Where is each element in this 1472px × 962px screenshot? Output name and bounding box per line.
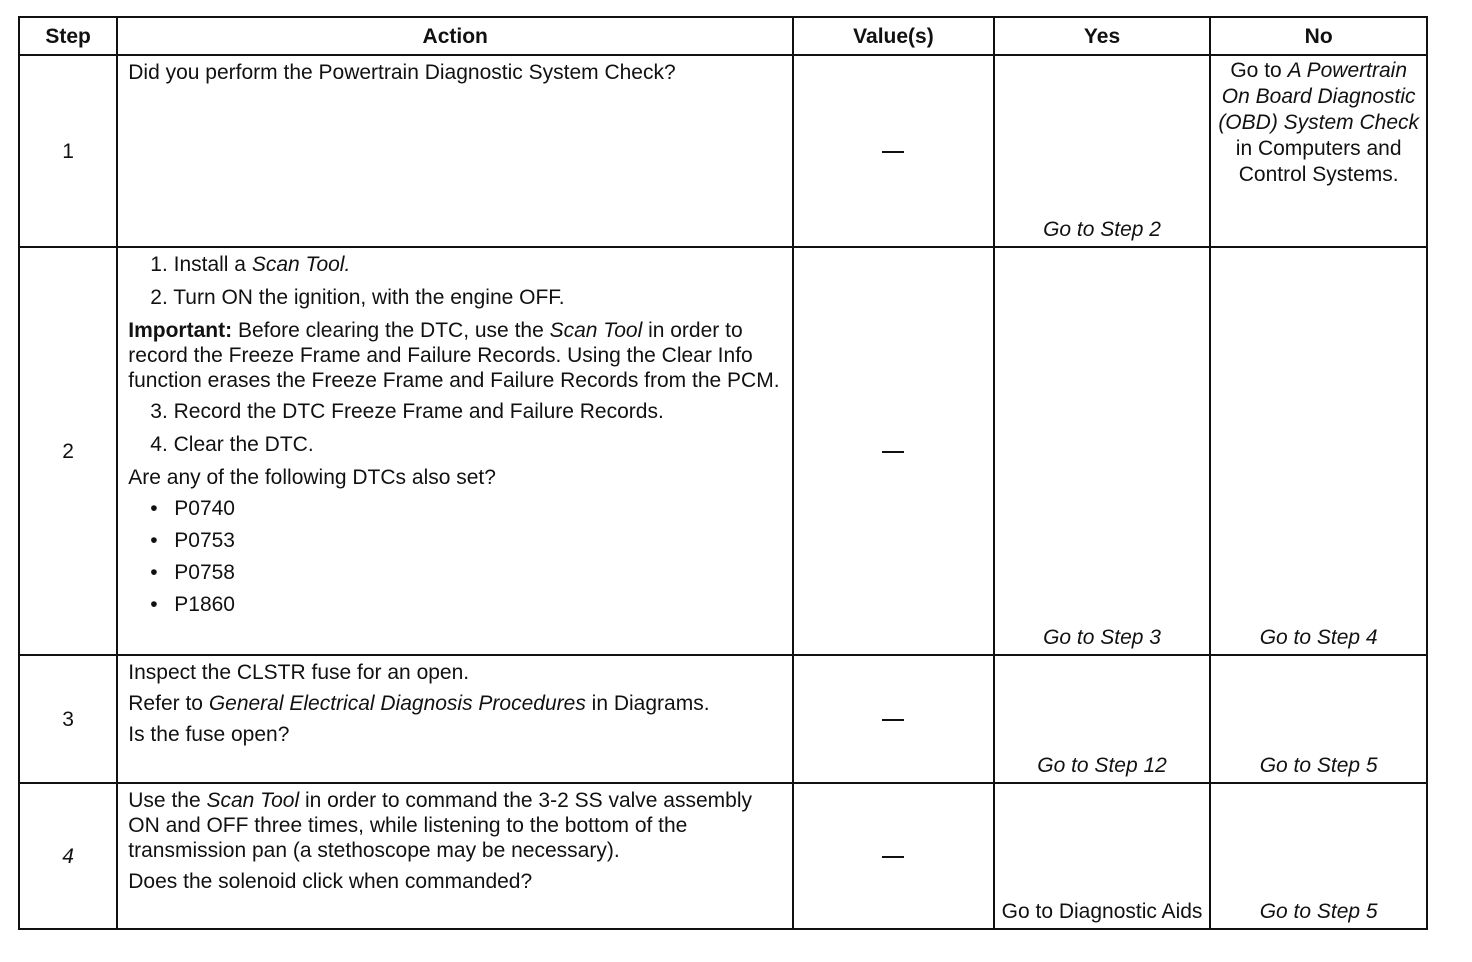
step-number: 3	[19, 655, 117, 783]
em-dash-mark	[882, 151, 904, 153]
step-number: 2	[19, 247, 117, 655]
tool-name: Scan Tool.	[251, 253, 351, 276]
table-row	[19, 655, 1427, 783]
important-text: Before clearing the DTC, use the	[237, 319, 544, 342]
yes-cell: Go to Step 3	[994, 247, 1211, 655]
step-number: 1	[19, 55, 117, 247]
tool-name: Scan Tool	[549, 319, 643, 342]
no-cell	[1210, 55, 1427, 247]
values-cell	[793, 655, 994, 783]
instruction-text: in order to command the 3-2 SS valve assembly ON and OFF three times, while listening to the bottom of the transmission pan (a stethoscope may be necessary).	[128, 789, 752, 862]
action-reference	[128, 691, 782, 716]
action-question: Does the solenoid click when commanded?	[128, 870, 533, 893]
table-row	[19, 247, 1427, 655]
header-row	[19, 17, 1427, 55]
values-cell	[793, 783, 994, 929]
yes-cell: Go to Step 12	[994, 655, 1211, 783]
important-note	[128, 318, 782, 393]
action-question: Did you perform the Powertrain Diagnostic System Check?	[128, 61, 676, 84]
action-question: Is the fuse open?	[128, 723, 290, 746]
action-instruction: Inspect the CLSTR fuse for an open.	[128, 661, 470, 684]
header-values: Value(s)	[793, 17, 994, 55]
action-substep	[128, 252, 782, 277]
substep-text: 1. Install a	[150, 253, 246, 276]
step-number: 4	[19, 783, 117, 929]
action-substep: 3. Record the DTC Freeze Frame and Failure Records.	[150, 400, 664, 423]
action-cell	[117, 55, 793, 247]
em-dash-mark	[882, 719, 904, 721]
no-cell: Go to Step 4	[1210, 247, 1427, 655]
reference-text: Refer to	[128, 692, 203, 715]
reference-doc: General Electrical Diagnosis Procedures	[208, 692, 586, 715]
header-no: No	[1210, 17, 1427, 55]
dtc-item: • P0753	[128, 528, 782, 553]
action-cell	[117, 655, 793, 783]
action-cell	[117, 247, 793, 655]
no-doc-location: in Computers and Control Systems.	[1235, 137, 1402, 186]
reference-text: in Diagrams.	[591, 692, 710, 715]
action-cell	[117, 783, 793, 929]
no-cell: Go to Step 5	[1210, 783, 1427, 929]
action-substep: 2. Turn ON the ignition, with the engine OFF.	[150, 286, 565, 309]
header-yes: Yes	[994, 17, 1211, 55]
action-substep: 4. Clear the DTC.	[150, 433, 314, 456]
header-step: Step	[19, 17, 117, 55]
action-instruction	[128, 788, 782, 863]
yes-cell: Go to Diagnostic Aids	[994, 783, 1211, 929]
yes-cell: Go to Step 2	[994, 55, 1211, 247]
table-row	[19, 55, 1427, 247]
values-cell	[793, 55, 994, 247]
dtc-item: • P0758	[128, 560, 782, 585]
dtc-item: • P0740	[128, 496, 782, 521]
tool-name: Scan Tool	[206, 789, 300, 812]
em-dash-mark	[882, 451, 904, 453]
em-dash-mark	[882, 856, 904, 858]
values-cell	[793, 247, 994, 655]
no-doc-title: A Powertrain On Board Diagnostic (OBD) System Check	[1218, 59, 1420, 134]
action-question: Are any of the following DTCs also set?	[128, 466, 496, 489]
dtc-item: • P1860	[128, 592, 782, 617]
important-label: Important:	[128, 319, 233, 342]
no-goto-text: Go to	[1230, 59, 1282, 82]
no-cell: Go to Step 5	[1210, 655, 1427, 783]
table-row	[19, 783, 1427, 929]
diagnostic-table	[18, 16, 1428, 930]
instruction-text: Use the	[128, 789, 201, 812]
header-action: Action	[117, 17, 793, 55]
important-text: in order to record the Freeze Frame and Failure Records. Using the Clear Info function erases the Freeze Frame and Failure Records from the PCM.	[128, 319, 780, 392]
